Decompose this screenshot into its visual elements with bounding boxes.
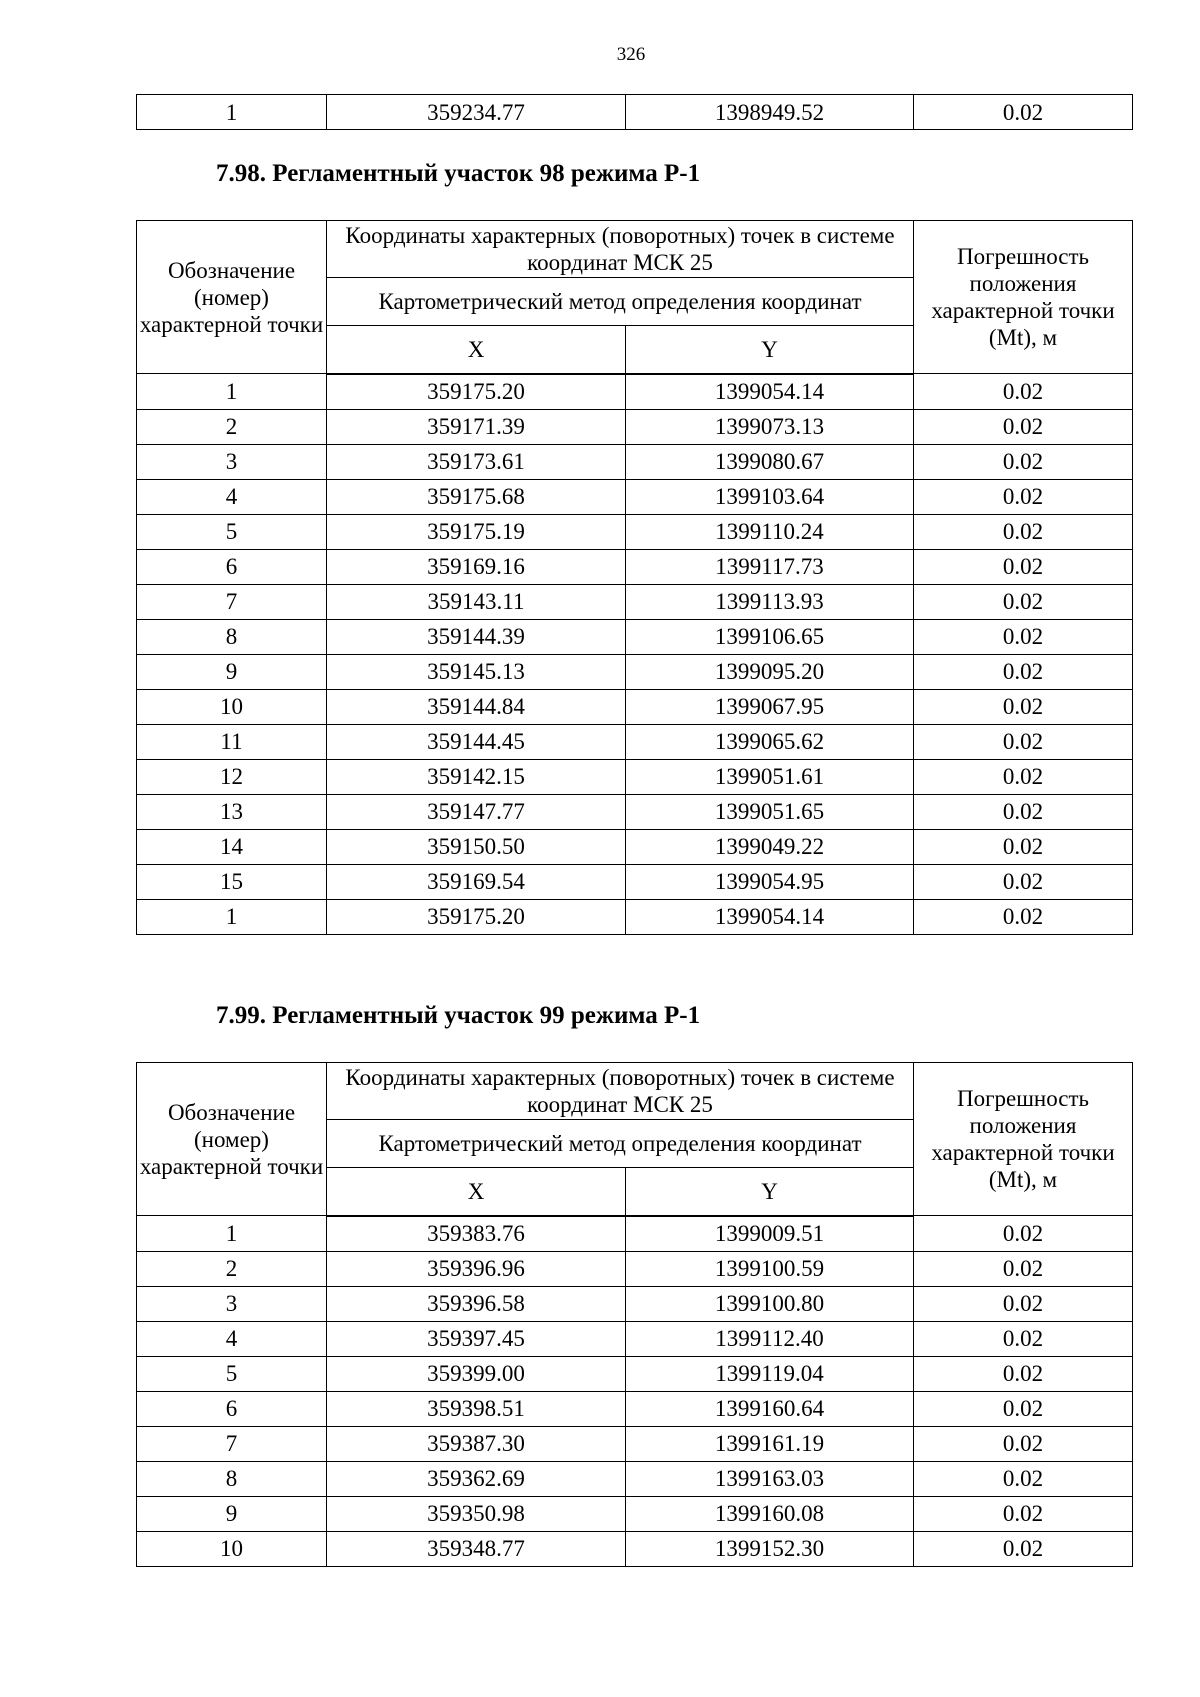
section-title: 7.98. Регламентный участок 98 режима Р-1: [216, 160, 701, 187]
cell-point-number: 4: [137, 1321, 327, 1356]
cell-error: 0.02: [914, 584, 1133, 619]
cell-error: 0.02: [914, 1356, 1133, 1391]
table-row: [137, 794, 1133, 829]
table-body: [137, 374, 1133, 935]
cell-x: 359399.00: [327, 1356, 626, 1391]
cell-point-number: 13: [137, 794, 327, 829]
cell-error: 0.02: [914, 1321, 1133, 1356]
cell-error: 0.02: [914, 724, 1133, 759]
cell-error: 0.02: [914, 1286, 1133, 1321]
cell-y: 1399051.65: [626, 794, 914, 829]
cell-error: 0.02: [914, 549, 1133, 584]
cell-error: 0.02: [914, 619, 1133, 654]
cell-point-number: 6: [137, 549, 327, 584]
cell-y: 1399106.65: [626, 619, 914, 654]
cell-x: 359143.11: [327, 584, 626, 619]
cell-point-number: 10: [137, 689, 327, 724]
table-body: [137, 1216, 1133, 1567]
cell-y: 1399163.03: [626, 1461, 914, 1496]
cell-x: 359145.13: [327, 654, 626, 689]
coordinates-table-99: [136, 1062, 1133, 1567]
cell-x: 359144.84: [327, 689, 626, 724]
cell-x: 359396.58: [327, 1286, 626, 1321]
cell-point-number: 8: [137, 1461, 327, 1496]
header-method: Картометрический метод определения координат: [327, 278, 914, 326]
table-row: [137, 654, 1133, 689]
cell-x: 359142.15: [327, 759, 626, 794]
cell-x: 359348.77: [327, 1531, 626, 1566]
table-row: [137, 514, 1133, 549]
cell-x: 359144.39: [327, 619, 626, 654]
table-row: [137, 1356, 1133, 1391]
header-method: Картометрический метод определения координат: [327, 1120, 914, 1168]
cell-y: 1399065.62: [626, 724, 914, 759]
table-row: [137, 1321, 1133, 1356]
cell-x: 359234.77: [327, 95, 626, 130]
cell-error: 0.02: [914, 374, 1133, 410]
cell-y: 1399067.95: [626, 689, 914, 724]
cell-y: 1399113.93: [626, 584, 914, 619]
table-row: [137, 479, 1133, 514]
cell-point-number: 2: [137, 1251, 327, 1286]
header-coordinates: Координаты характерных (поворотных) точек в системе координат МСК 25: [327, 1063, 914, 1120]
cell-error: 0.02: [914, 1496, 1133, 1531]
cell-x: 359147.77: [327, 794, 626, 829]
cell-error: 0.02: [914, 409, 1133, 444]
table-row: [137, 724, 1133, 759]
cell-y: 1399100.59: [626, 1251, 914, 1286]
cell-error: 0.02: [914, 654, 1133, 689]
cell-point-number: 1: [137, 1216, 327, 1252]
continued-coordinates-table: [136, 94, 1133, 130]
table-row: [137, 549, 1133, 584]
cell-point-number: 10: [137, 1531, 327, 1566]
section-title: 7.99. Регламентный участок 99 режима Р-1: [216, 1002, 701, 1029]
table-row: [137, 619, 1133, 654]
header-point-designation: Обозначение (номер) характерной точки: [137, 221, 327, 374]
cell-point-number: 7: [137, 1426, 327, 1461]
cell-y: 1399054.14: [626, 374, 914, 410]
cell-point-number: 9: [137, 654, 327, 689]
coordinates-table-98: [136, 220, 1133, 935]
table-row: [137, 409, 1133, 444]
cell-point-number: 3: [137, 1286, 327, 1321]
cell-point-number: 12: [137, 759, 327, 794]
cell-x: 359150.50: [327, 829, 626, 864]
cell-x: 359350.98: [327, 1496, 626, 1531]
cell-point-number: 3: [137, 444, 327, 479]
table-row: [137, 1531, 1133, 1566]
cell-x: 359396.96: [327, 1251, 626, 1286]
cell-error: 0.02: [914, 444, 1133, 479]
cell-error: 0.02: [914, 1216, 1133, 1252]
table-row: [137, 1251, 1133, 1286]
table-row: [137, 864, 1133, 899]
cell-y: 1399103.64: [626, 479, 914, 514]
cell-point-number: 4: [137, 479, 327, 514]
table-header: [137, 221, 1133, 374]
cell-y: 1399080.67: [626, 444, 914, 479]
page-number: 326: [616, 44, 646, 65]
header-x: X: [327, 1168, 626, 1216]
table-row: [137, 689, 1133, 724]
table-row: [137, 899, 1133, 934]
cell-x: 359398.51: [327, 1391, 626, 1426]
header-y: Y: [626, 326, 914, 374]
cell-y: 1399054.14: [626, 899, 914, 934]
cell-error: 0.02: [914, 1531, 1133, 1566]
cell-y: 1399110.24: [626, 514, 914, 549]
table-row: [137, 444, 1133, 479]
cell-error: 0.02: [914, 514, 1133, 549]
cell-error: 0.02: [914, 95, 1133, 130]
table-row: [137, 1286, 1133, 1321]
cell-error: 0.02: [914, 1461, 1133, 1496]
cell-x: 359362.69: [327, 1461, 626, 1496]
cell-x: 359173.61: [327, 444, 626, 479]
cell-y: 1399152.30: [626, 1531, 914, 1566]
header-point-designation: Обозначение (номер) характерной точки: [137, 1063, 327, 1216]
cell-x: 359175.20: [327, 374, 626, 410]
table-body: [137, 95, 1133, 130]
table-row: [137, 1426, 1133, 1461]
table-row: [137, 374, 1133, 410]
cell-point-number: 1: [137, 899, 327, 934]
table-row: [137, 1461, 1133, 1496]
cell-y: 1399009.51: [626, 1216, 914, 1252]
cell-error: 0.02: [914, 759, 1133, 794]
cell-y: 1399100.80: [626, 1286, 914, 1321]
table-row: [137, 95, 1133, 130]
header-x: X: [327, 326, 626, 374]
cell-x: 359175.68: [327, 479, 626, 514]
cell-point-number: 11: [137, 724, 327, 759]
cell-point-number: 6: [137, 1391, 327, 1426]
table-header: [137, 1063, 1133, 1216]
cell-point-number: 14: [137, 829, 327, 864]
cell-y: 1399073.13: [626, 409, 914, 444]
cell-point-number: 1: [137, 374, 327, 410]
cell-y: 1399160.64: [626, 1391, 914, 1426]
cell-error: 0.02: [914, 1426, 1133, 1461]
cell-y: 1399117.73: [626, 549, 914, 584]
cell-x: 359383.76: [327, 1216, 626, 1252]
header-y: Y: [626, 1168, 914, 1216]
cell-point-number: 5: [137, 1356, 327, 1391]
cell-point-number: 7: [137, 584, 327, 619]
cell-x: 359397.45: [327, 1321, 626, 1356]
cell-error: 0.02: [914, 864, 1133, 899]
table-row: [137, 584, 1133, 619]
header-error: Погрешность положения характерной точки (Mt), м: [914, 221, 1133, 374]
table-row: [137, 1496, 1133, 1531]
cell-error: 0.02: [914, 479, 1133, 514]
cell-point-number: 1: [137, 95, 327, 130]
cell-y: 1399049.22: [626, 829, 914, 864]
cell-point-number: 9: [137, 1496, 327, 1531]
cell-y: 1399161.19: [626, 1426, 914, 1461]
cell-error: 0.02: [914, 689, 1133, 724]
cell-error: 0.02: [914, 829, 1133, 864]
cell-x: 359169.16: [327, 549, 626, 584]
cell-x: 359175.20: [327, 899, 626, 934]
cell-point-number: 2: [137, 409, 327, 444]
cell-y: 1399119.04: [626, 1356, 914, 1391]
cell-y: 1399112.40: [626, 1321, 914, 1356]
cell-y: 1399160.08: [626, 1496, 914, 1531]
cell-x: 359171.39: [327, 409, 626, 444]
table-row: [137, 1391, 1133, 1426]
cell-point-number: 8: [137, 619, 327, 654]
cell-x: 359144.45: [327, 724, 626, 759]
cell-y: 1399051.61: [626, 759, 914, 794]
cell-point-number: 5: [137, 514, 327, 549]
cell-error: 0.02: [914, 899, 1133, 934]
cell-point-number: 15: [137, 864, 327, 899]
cell-y: 1399054.95: [626, 864, 914, 899]
cell-error: 0.02: [914, 1391, 1133, 1426]
cell-x: 359169.54: [327, 864, 626, 899]
table-row: [137, 759, 1133, 794]
cell-y: 1398949.52: [626, 95, 914, 130]
cell-y: 1399095.20: [626, 654, 914, 689]
cell-error: 0.02: [914, 794, 1133, 829]
table-row: [137, 1216, 1133, 1252]
cell-x: 359175.19: [327, 514, 626, 549]
cell-x: 359387.30: [327, 1426, 626, 1461]
table-row: [137, 829, 1133, 864]
header-coordinates: Координаты характерных (поворотных) точек в системе координат МСК 25: [327, 221, 914, 278]
cell-error: 0.02: [914, 1251, 1133, 1286]
header-error: Погрешность положения характерной точки (Mt), м: [914, 1063, 1133, 1216]
